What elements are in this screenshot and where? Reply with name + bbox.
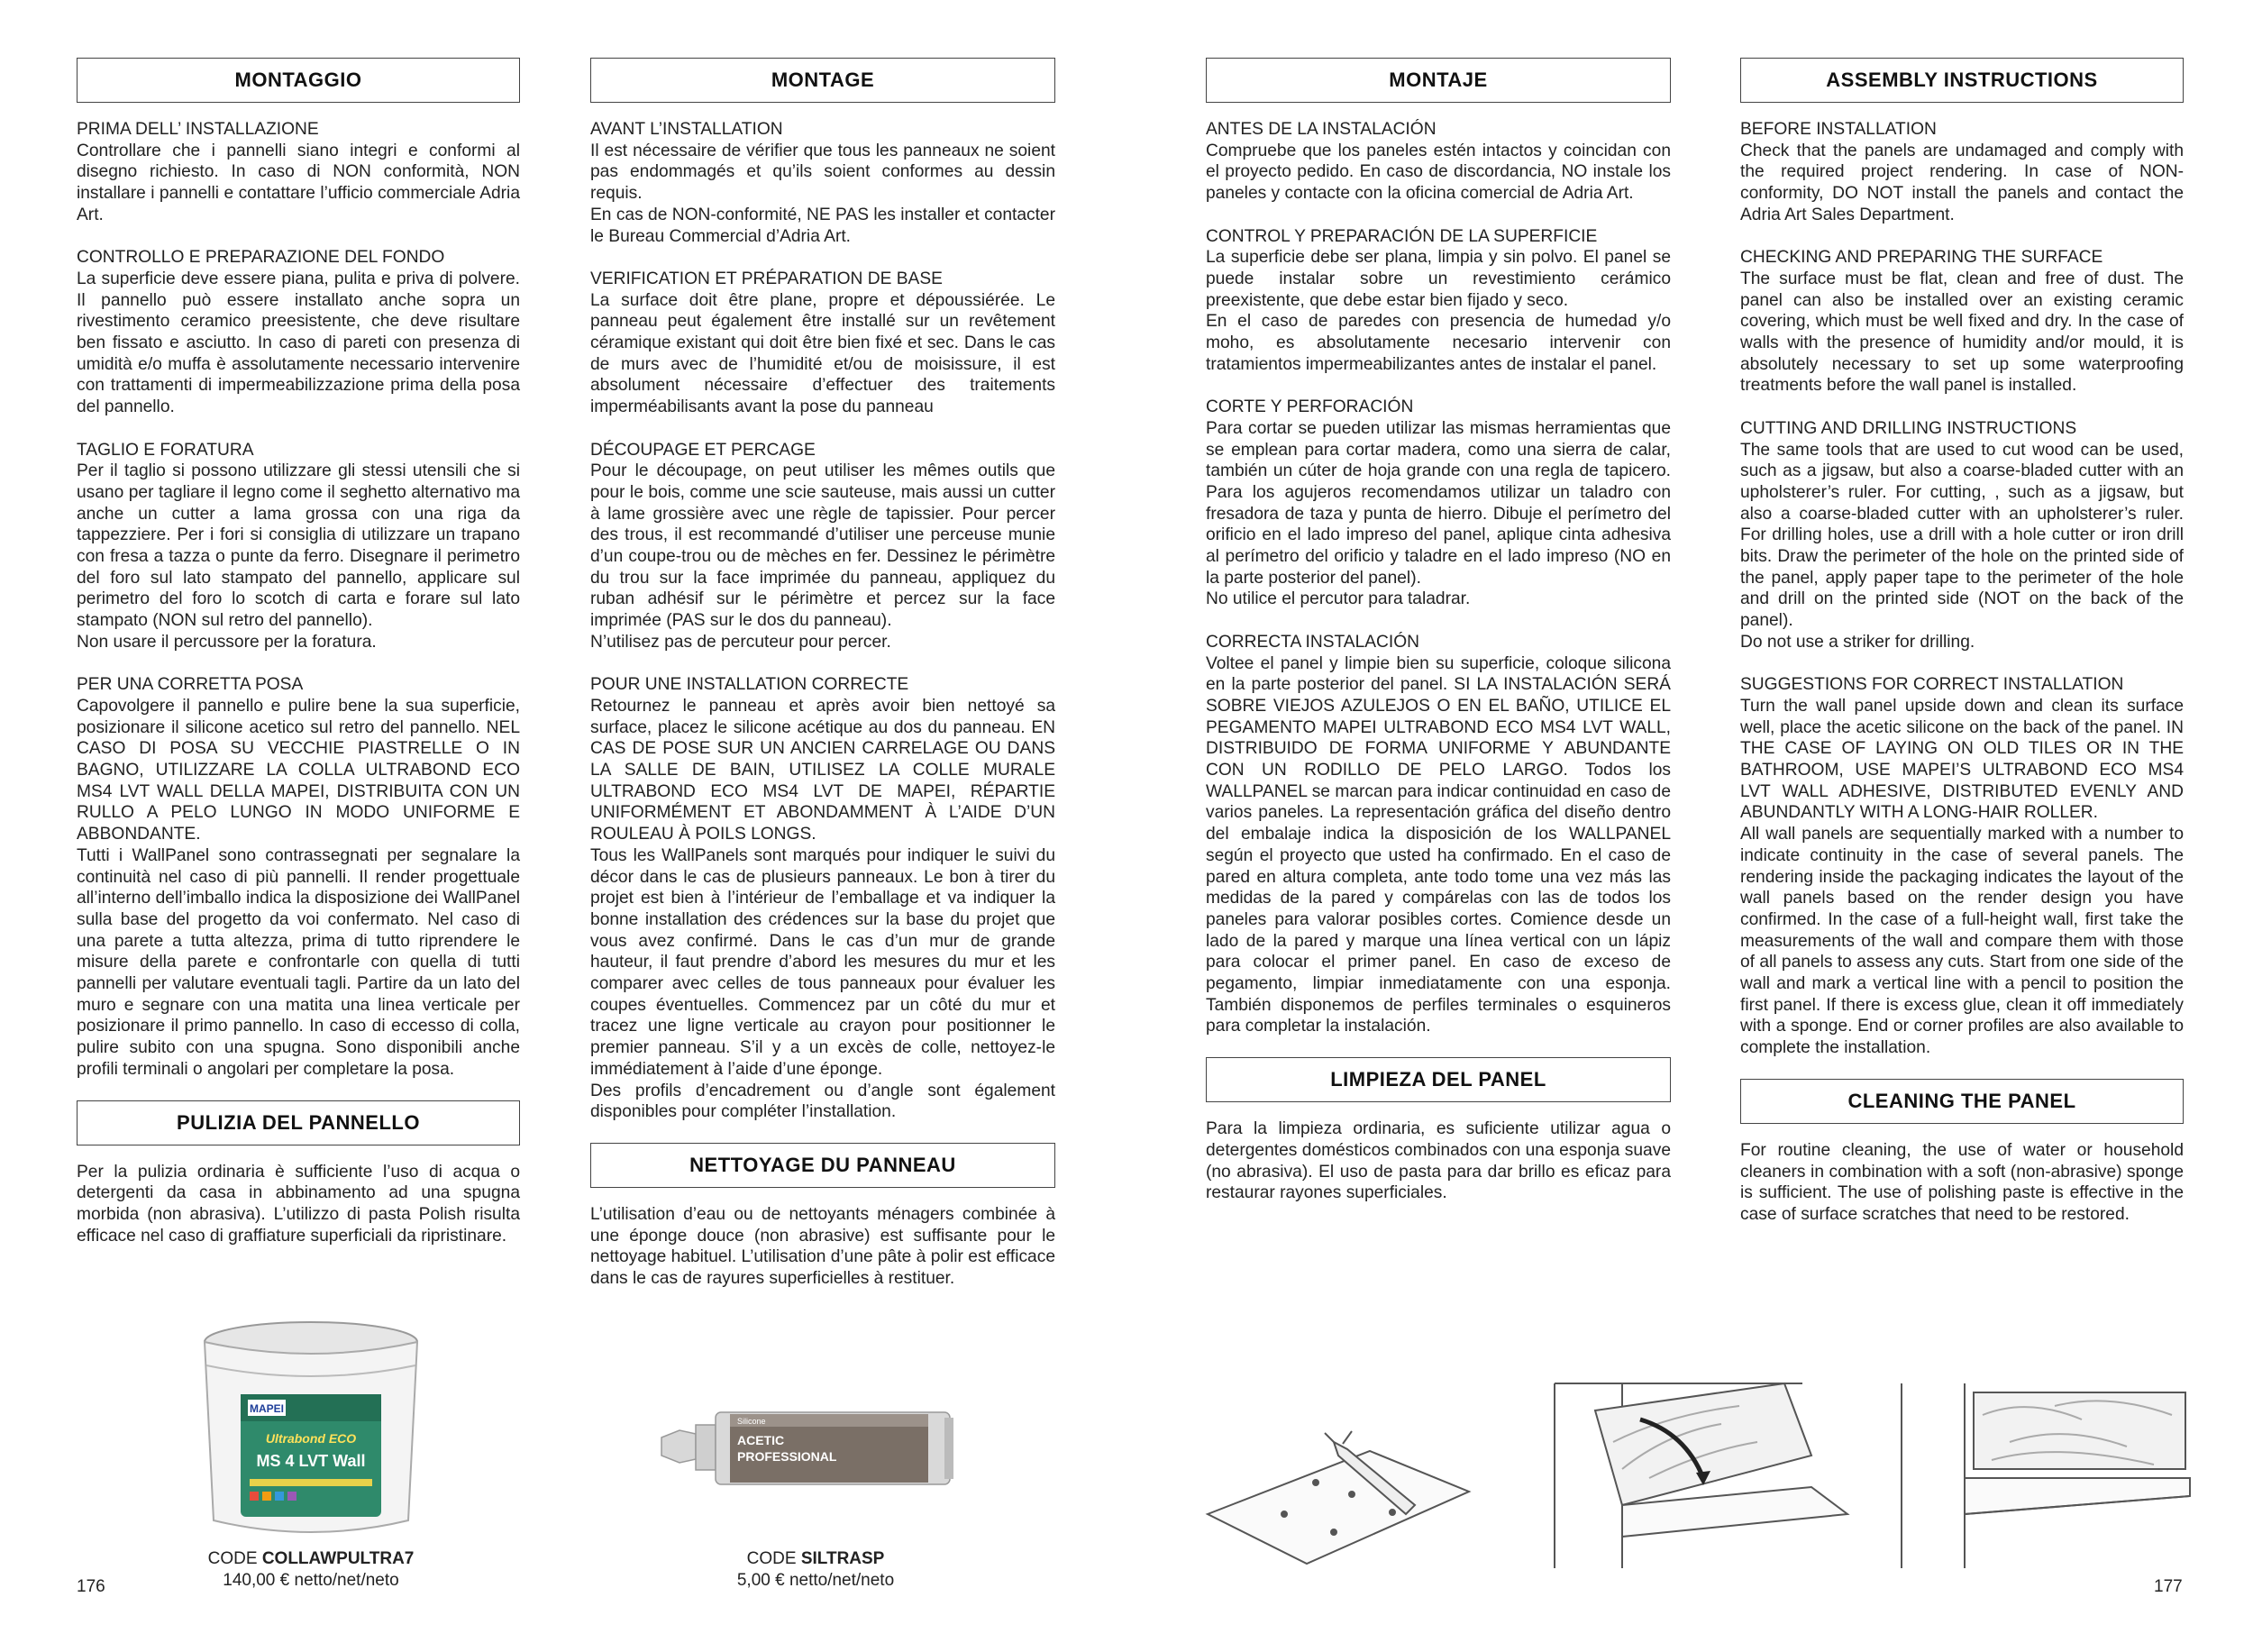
paragraph: Compruebe que los paneles estén intactos y coincidan con el proyecto pedido. En caso de discordancia, NO instale los paneles y contacte con la oficina comercial de Adria Art.: [1206, 141, 1671, 204]
paragraph: Turn the wall panel upside down and clean its surface well, place the acetic silicone on the back of the panel. IN THE CASE OF LAYING ON OLD TILES OR IN THE BATHROOM, USE MAPEI’S ULTRABOND ECO MS4 LVT WALL ADHESIVE, DISTRIBUTED EVENLY AND ABUNDANTLY WITH A LONG-HAIR ROLLER.: [1740, 696, 2184, 823]
heading: CONTROLLO E PREPARAZIONE DEL FONDO: [77, 248, 445, 268]
paragraph: Per il taglio si possono utilizzare gli stessi utensili che si usano per tagliare il legno come il seghetto alternativo ma anche un cutter a lama grossa con una riga da tappezziere. Per i fori si consiglia di utilizzare un trapano con fresa a tazza o punte da ferro. Disegnare il perimetro del foro sul lato stampato del pannello, applicare sul perimetro del foro lo scotch di carta e forare sul lato stampato (NON sul retro del pannello).: [77, 461, 520, 631]
paragraph: La surface doit être plane, propre et dépoussiérée. Le panneau peut également être installé sur un revêtement céramique existant qui doit être bien fixé et sec. Dans le cas de murs avec de l’humidité et/ou de moisissure, il est absolument nécessaire d’effectuer des traitements imperméabilisants avant la pose du panneau: [590, 290, 1055, 417]
section-title-assembly: ASSEMBLY INSTRUCTIONS: [1740, 58, 2184, 103]
paragraph: En cas de NON-conformité, NE PAS les installer et contacter le Bureau Commercial d’Adria Art.: [590, 205, 1055, 246]
product-code-2: [671, 1548, 960, 1592]
heading: CONTROL Y PREPARACIÓN DE LA SUPERFICIE: [1206, 226, 1598, 246]
column-french: [590, 58, 1055, 1310]
paragraph: La superficie debe ser plana, limpia y sin polvo. El panel se puede instalar sobre un revestimiento cerámico preexistente, que debe estar bien fijado y seco.: [1206, 248, 1671, 310]
paragraph: Pour le découpage, on peut utiliser les mêmes outils que pour le bois, comme une scie sauteuse, mais aussi un cutter à lame grossière avec une règle de tapissier. Pour percer des trous, il est recommandé d’utiliser une perceuse munie d’un coupe-trou ou de mèches en fer. Dessinez le périmètre du trou sur la face imprimée du panneau, appliquez du ruban adhésif sur le périmètre et percez sur la face imprimée (PAS sur le dos du panneau).: [590, 461, 1055, 631]
paragraph: Des profils d’encadrement ou d’angle sont également disponibles pour compléter l’installation.: [590, 1081, 1055, 1122]
adhesive-bucket-image: [194, 1311, 428, 1546]
paragraph: The surface must be flat, clean and free of dust. The panel can also be installed over an existing ceramic covering, which must be well fixed and dry. In the case of walls with the presence of humidity and/or mould, it is absolutely necessary to set up some waterproofing treatments before the wall panel is installed.: [1740, 269, 2184, 396]
french-body: [590, 119, 1055, 1123]
column-english: [1740, 58, 2184, 1246]
heading: TAGLIO E FORATURA: [77, 440, 254, 460]
paragraph: The same tools that are used to cut wood can be used, such as a jigsaw, but also a coarse-bladed cutter with an upholsterer’s ruler. For cutting, , such as a jigsaw, but also a coarse-bladed cutter with an upholsterer’s ruler. For drilling holes, use a drill with a hole cutter or iron drill bits. Draw the perimeter of the hole on the printed side of the panel, apply paper tape to the perimeter of the hole and drill on the printed side (NOT on the back of the panel).: [1740, 440, 2184, 631]
code-value: SILTRASP: [800, 1549, 885, 1568]
cartridge-label-2: PROFESSIONAL: [737, 1449, 837, 1464]
paragraph: Tous les WallPanels sont marqués pour indiquer le suivi du décor dans le cas de plusieurs panneaux. Le bon à tirer du projet est bien à l’intérieur de l’emballage et va indiquer la bonne installation des crédences sur la base du projet que vous avez confirmé. Dans le cas d’un mur de grande hauteur, il faut prendre d’abord les mesures du mur et les comparer avec celles de tous panneaux pour évaluer les coupes éventuelles. Commencez par un côté du mur et tracez une ligne verticale au crayon pour positionner le premier panneau. S’il y a un excès de colle, nettoyez-le immédiatement à l’aide d’une éponge.: [590, 845, 1055, 1079]
panel-placement-illustration: [1555, 1383, 1847, 1568]
heading: SUGGESTIONS FOR CORRECT INSTALLATION: [1740, 675, 2124, 695]
heading: AVANT L’INSTALLATION: [590, 120, 783, 139]
paragraph: Retournez le panneau et après avoir bien nettoyé sa surface, placez le silicone acétique au dos du panneau. EN CAS DE POSE SUR UN ANCIEN CARRELAGE OU DANS LA SALLE DE BAIN, UTILISEZ LA COLLE MURALE ULTRABOND ECO MS4 LVT DE MAPEI, RÉPARTIE UNIFORMÉMENT ET ABONDAMMENT À L’AIDE D’UN ROULEAU À POILS LONGS.: [590, 696, 1055, 844]
column-spanish: [1206, 58, 1671, 1224]
section-title-cleaning: CLEANING THE PANEL: [1740, 1079, 2184, 1124]
heading: PER UNA CORRETTA POSA: [77, 675, 304, 695]
paragraph: Non usare il percussore per la foratura.: [77, 632, 377, 652]
paragraph: Controllare che i pannelli siano integri e conformi al disegno richiesto. In caso di NON conformità, NON installare i pannelli e contattare l’ufficio commerciale Adria Art.: [77, 141, 520, 224]
paragraph: L’utilisation d’eau ou de nettoyants ménagers combinée à une éponge douce (non abrasive) est suffisante pour le nettoyage habituel. L’utilisation d’une pâte à polir est efficace dans le cas de rayures superficielles à restituer.: [590, 1205, 1055, 1289]
panel-with-silicone-gun-illustration: [1208, 1431, 1469, 1564]
code-label: CODE: [746, 1549, 801, 1568]
heading: BEFORE INSTALLATION: [1740, 120, 1937, 139]
paragraph: Do not use a striker for drilling.: [1740, 632, 1975, 652]
product-code-1: [167, 1548, 455, 1592]
italian-body: [77, 119, 520, 1081]
paragraph: Para la limpieza ordinaria, es suficiente utilizar agua o detergentes domésticos combinados con una esponja suave (no abrasiva). El uso de pasta para dar brillo es eficaz para restaurar rayones superficiales.: [1206, 1119, 1671, 1203]
spanish-body: [1206, 119, 1671, 1037]
section-title-limpieza: LIMPIEZA DEL PANEL: [1206, 1057, 1671, 1102]
heading: ANTES DE LA INSTALACIÓN: [1206, 120, 1437, 139]
silicone-cartridge-image: [658, 1392, 964, 1528]
heading: CORRECTA INSTALACIÓN: [1206, 632, 1420, 652]
heading: CUTTING AND DRILLING INSTRUCTIONS: [1740, 418, 2077, 438]
section-title-nettoyage: NETTOYAGE DU PANNEAU: [590, 1143, 1055, 1188]
column-italian: [77, 58, 520, 1266]
cartridge-label-1: ACETIC: [737, 1433, 785, 1447]
paragraph: Check that the panels are undamaged and comply with the required project rendering. In case of NON-conformity, DO NOT install the panels and contact the Adria Art Sales Department.: [1740, 141, 2184, 224]
heading: PRIMA DELL’ INSTALLAZIONE: [77, 120, 319, 139]
paragraph: En el caso de paredes con presencia de humedad y/o moho, es absolutamente necesario intervenir con tratamientos impermeabilizantes antes de instalar el panel.: [1206, 312, 1671, 374]
paragraph: La superficie deve essere piana, pulita e priva di polvere. Il pannello può essere installato anche sopra un rivestimento ceramico preesistente, che deve risultare ben fissato e asciutto. In caso di pareti con presenza di umidità e/o muffa è assolutamente necessario intervenire con trattamenti di impermeabilizzazione prima della posa del pannello.: [77, 269, 520, 417]
paragraph: Voltee el panel y limpie bien su superficie, coloque silicona en la parte posterior del panel. SI LA INSTALACIÓN SERÁ SOBRE VIEJOS AZULEJOS O EN EL BAÑO, UTILICE EL PEGAMENTO MAPEI ULTRABOND ECO MS4 LVT WALL, DISTRIBUIDO DE FORMA UNIFORME Y ABUNDANTE CON UN RODILLO DE PELO LARGO. Todos los WALLPANEL se marcan para indicar continuidad en caso de varios paneles. La representación gráfica del diseño dentro del embalaje indica la disposición de los WALLPANEL según el proyecto que usted ha confirmado. En el caso de pared en altura completa, ante todo tome una vez más las medidas de la pared y compárelas con las de todos los paneles para valorar posibles cortes. Comience desde un lado de la pared y marque una línea vertical con un lápiz para colocar el primer panel. En caso de exceso de pegamento, limpiar inmediatamente con una esponja. También disponemos de perfiles terminales o esquineros para completar la instalación.: [1206, 653, 1671, 1036]
section-title-montage: MONTAGE: [590, 58, 1055, 103]
price: 5,00 € netto/net/neto: [736, 1571, 895, 1590]
heading: DÉCOUPAGE ET PERCAGE: [590, 440, 816, 460]
cartridge-top-text: Silicone: [737, 1417, 766, 1426]
heading: CORTE Y PERFORACIÓN: [1206, 397, 1414, 417]
heading: VERIFICATION ET PRÉPARATION DE BASE: [590, 269, 943, 288]
price: 140,00 € netto/net/neto: [223, 1571, 399, 1590]
paragraph: All wall panels are sequentially marked with a number to indicate continuity in the case of several panels. The rendering inside the packaging indicates the layout of the wall panels based on the render design you have confirmed. In the case of a full-height wall, first take the measurements of the wall and compare them with those of all panels to assess any cuts. Start from one side of the wall and mark a vertical line with a pencil to position the first panel. If there is excess glue, clean it off immediately with a sponge. End or corner profiles are also available to complete the installation.: [1740, 825, 2184, 1058]
paragraph: For routine cleaning, the use of water or household cleaners in combination with a soft (non-abrasive) sponge is sufficient. The use of polishing paste is effective in the case of surface scratches that need to be restored.: [1740, 1140, 2184, 1224]
paragraph: Il est nécessaire de vérifier que tous les panneaux ne soient pas endommagés et qu’ils soient conformes au dessin requis.: [590, 141, 1055, 204]
paragraph: Para cortar se pueden utilizar las mismas herramientas que se emplean para cortar madera, como una sierra de calar, también un cúter de hoja grande con una regla de tapicero. Para los agujeros recomendamos utilizar un taladro con fresadora de taza y punta de hierro. Dibuje el perímetro del orificio en el lado impreso del panel, aplique cinta adhesiva al perímetro del orificio y taladre en el lado impreso (NO en la parte posterior del panel).: [1206, 418, 1671, 588]
paragraph: Per la pulizia ordinaria è sufficiente l’uso di acqua o detergenti da casa in abbinamento ad una spugna morbida (non abrasiva). L’utilizzo di pasta Polish risulta efficace nel caso di graffiature superficiali da ripristinare.: [77, 1162, 520, 1246]
paragraph: N’utilisez pas de percuteur pour percer.: [590, 632, 891, 652]
page-number-left: 176: [77, 1577, 105, 1596]
section-title-montaje: MONTAJE: [1206, 58, 1671, 103]
installation-illustrations: [1199, 1379, 2199, 1573]
heading: CHECKING AND PREPARING THE SURFACE: [1740, 248, 2103, 268]
bucket-product-model: MS 4 LVT Wall: [256, 1452, 366, 1470]
paragraph: Tutti i WallPanel sono contrassegnati per segnalare la continuità nel caso di più pannelli. Il render progettuale all’interno dell’imballo indica la disposizione dei WallPanel sulla base del progetto da voi confermato. Nel caso di una parete a tutta altezza, prima di tutto riprendere le misure della parete e confrontarle con quella di tutti pannelli per valutare eventuali tagli. Partire da un lato del muro e segnare con una matita una linea verticale per posizionare il primo pannello. In caso di eccesso di colla, pulire subito con una spugna. Sono disponibili anche profili terminali o angolari per completare la posa.: [77, 845, 520, 1079]
bucket-product-name: Ultrabond ECO: [265, 1431, 357, 1446]
bucket-brand: MAPEI: [249, 1402, 285, 1415]
paragraph: No utilice el percutor para taladrar.: [1206, 589, 1471, 609]
code-value: COLLAWPULTRA7: [261, 1549, 415, 1568]
section-title-montaggio: MONTAGGIO: [77, 58, 520, 103]
code-label: CODE: [207, 1549, 262, 1568]
english-body: [1740, 119, 2184, 1059]
page-number-right: 177: [2154, 1577, 2183, 1596]
panel-installed-illustration: [1902, 1383, 2190, 1568]
section-title-pulizia: PULIZIA DEL PANNELLO: [77, 1100, 520, 1145]
paragraph: Capovolgere il pannello e pulire bene la sua superficie, posizionare il silicone acetico sul retro del pannello. NEL CASO DI POSA SU VECCHIE PIASTRELLE O IN BAGNO, UTILIZZARE LA COLLA ULTRABOND ECO MS4 LVT WALL DELLA MAPEI, DISTRIBUITA CON UN RULLO A PELO LUNGO IN MODO UNIFORME E ABBONDANTE.: [77, 696, 520, 844]
heading: POUR UNE INSTALLATION CORRECTE: [590, 675, 909, 695]
